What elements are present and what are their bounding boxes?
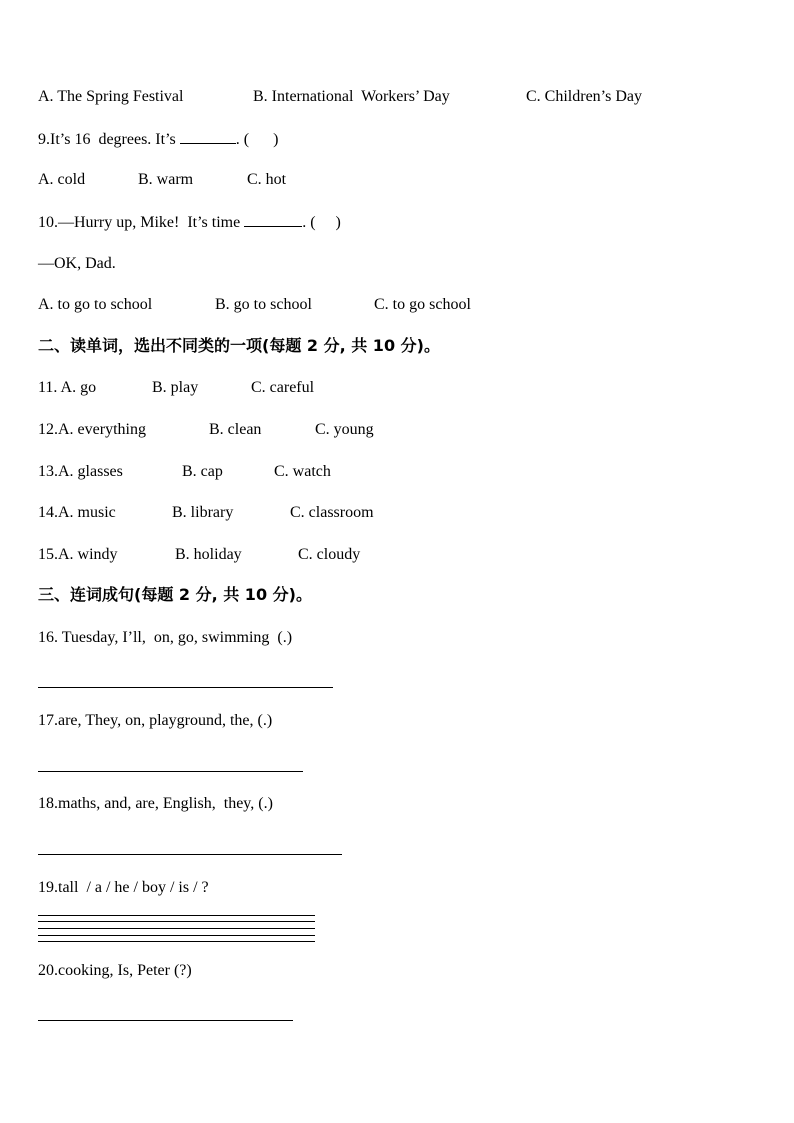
q19-writing-line-4[interactable]	[38, 935, 315, 936]
q19-writing-line-1[interactable]	[38, 915, 315, 916]
q15-option-c: C. cloudy	[298, 546, 361, 563]
q12-option-b: B. clean	[209, 421, 262, 438]
q16-answer-line[interactable]	[38, 687, 333, 688]
q18-answer-line[interactable]	[38, 854, 342, 855]
q14-option-b: B. library	[172, 504, 234, 521]
q9-text-before: 9.It’s 16 degrees. It’s	[38, 131, 180, 148]
q9-option-c: C. hot	[247, 171, 287, 188]
q10-reply: —OK, Dad.	[38, 255, 116, 272]
q11-option-a: 11. A. go	[38, 379, 97, 396]
q9-text-after: . ( )	[235, 131, 279, 148]
section-3-title: 三、连词成句(每题 2 分, 共 10 分)。	[38, 585, 312, 604]
q10-option-a: A. to go to school	[38, 296, 153, 313]
question-16: 16. Tuesday, I’ll, on, go, swimming (.)	[38, 629, 293, 646]
question-17: 17.are, They, on, playground, the, (.)	[38, 712, 273, 729]
question-9	[38, 129, 278, 150]
section-2-title: 二、读单词，选出不同类的一项(每题 2 分, 共 10 分)。	[38, 336, 440, 355]
question-18: 18.maths, and, are, English, they, (.)	[38, 795, 273, 812]
q9-option-b: B. warm	[138, 171, 194, 188]
q19-writing-line-3[interactable]	[38, 928, 315, 929]
q8-option-c: C. Children’s Day	[526, 88, 642, 105]
q13-option-c: C. watch	[274, 463, 331, 480]
q20-answer-line[interactable]	[38, 1020, 293, 1021]
q13-option-b: B. cap	[182, 463, 223, 480]
q17-answer-line[interactable]	[38, 771, 303, 772]
q11-option-b: B. play	[152, 379, 199, 396]
q15-option-b: B. holiday	[175, 546, 242, 563]
q10-text-after: . ( )	[302, 214, 341, 231]
q15-option-a: 15.A. windy	[38, 546, 118, 563]
q9-option-a: A. cold	[38, 171, 86, 188]
q13-option-a: 13.A. glasses	[38, 463, 123, 480]
q14-option-a: 14.A. music	[38, 504, 116, 521]
q12-option-c: C. young	[315, 421, 374, 438]
question-10	[38, 212, 341, 233]
q14-option-c: C. classroom	[290, 504, 374, 521]
q10-answer-blank[interactable]	[244, 212, 302, 227]
q11-option-c: C. careful	[251, 379, 315, 396]
q19-writing-line-5[interactable]	[38, 941, 315, 942]
question-19: 19.tall / a / he / boy / is / ?	[38, 879, 209, 896]
q10-text-before: 10.—Hurry up, Mike! It’s time	[38, 214, 245, 231]
q12-option-a: 12.A. everything	[38, 421, 146, 438]
q10-option-c: C. to go school	[374, 296, 471, 313]
q19-writing-line-2[interactable]	[38, 921, 315, 922]
q8-option-a: A. The Spring Festival	[38, 88, 184, 105]
q9-answer-blank[interactable]	[180, 129, 236, 144]
question-20: 20.cooking, Is, Peter (?)	[38, 962, 192, 979]
q10-option-b: B. go to school	[215, 296, 312, 313]
q8-option-b: B. International Workers’ Day	[253, 88, 450, 105]
